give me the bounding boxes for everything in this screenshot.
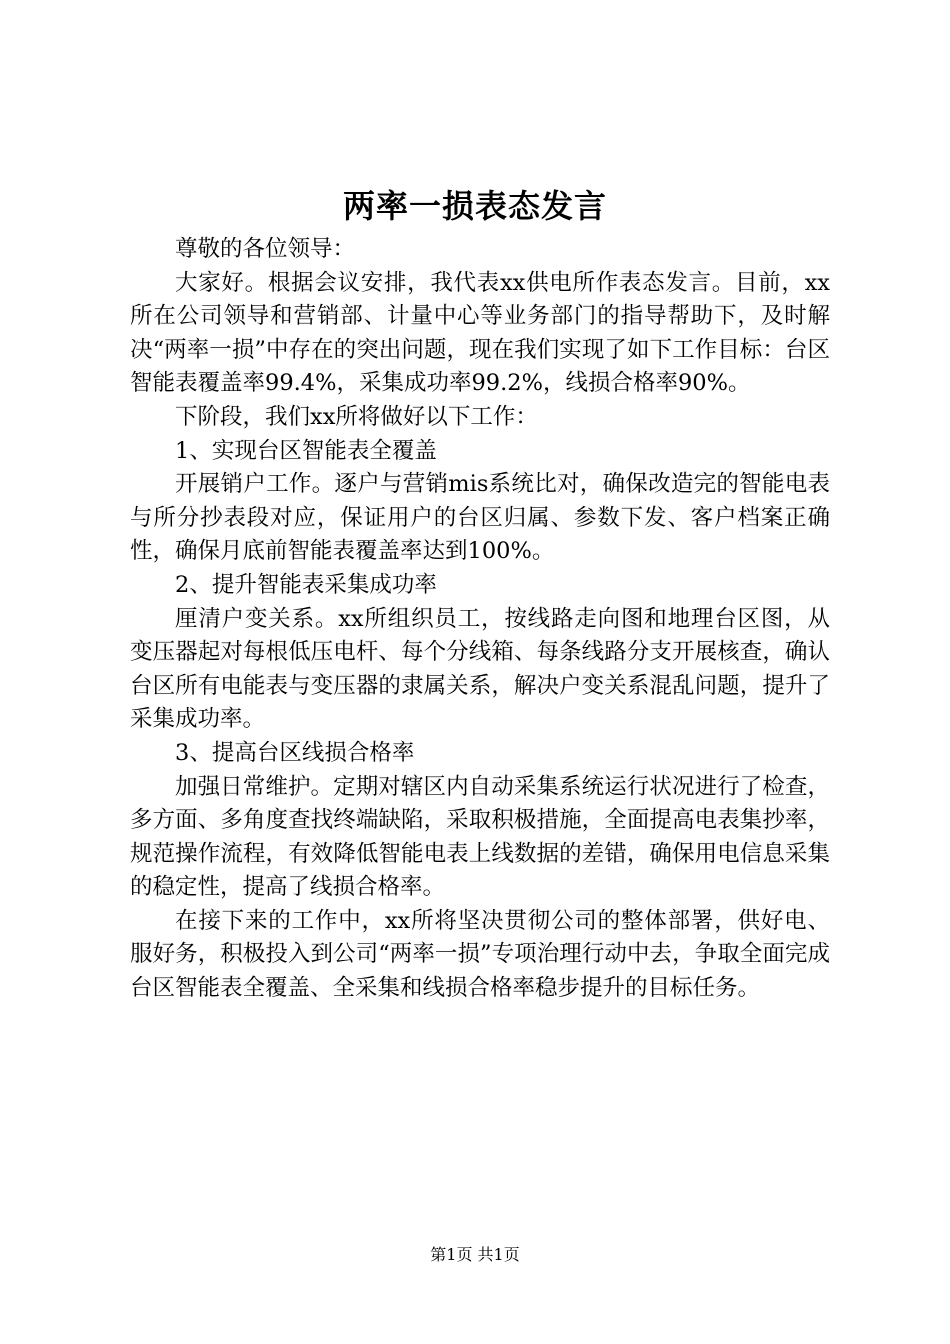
opening-paragraph: 大家好。根据会议安排，我代表xx供电所作表态发言。目前，xx所在公司领导和营销部、计量中心等业务部门的指导帮助下，及时解决“两率一损”中存在的突出问题，现在我们实现了如下工作目标：台区智能表覆盖率99.4%，采集成功率99.2%，线损合格率90%。 bbox=[130, 269, 830, 397]
section-heading-2: 2、提升智能表采集成功率 bbox=[175, 571, 437, 598]
next-stage-paragraph: 下阶段，我们xx所将做好以下工作： bbox=[175, 403, 538, 430]
salutation-paragraph: 尊敬的各位领导： bbox=[175, 236, 356, 262]
section-body-1: 开展销户工作。逐户与营销mis系统比对，确保改造完的智能电表与所分抄表段对应，保证用户的台区归属、参数下发、客户档案正确性，确保月底前智能表覆盖率达到100%。 bbox=[130, 471, 830, 565]
section-heading-1: 1、实现台区智能表全覆盖 bbox=[175, 437, 437, 464]
document-title: 两率一损表态发言 bbox=[342, 187, 607, 225]
closing-paragraph: 在接下来的工作中，xx所将坚决贯彻公司的整体部署，供好电、服好务，积极投入到公司“两率一损”专项治理行动中去，争取全面完成台区智能表全覆盖、全采集和线损合格率稳步提升的目标任务。 bbox=[130, 907, 830, 1002]
section-heading-3: 3、提高台区线损合格率 bbox=[175, 739, 415, 766]
page-footer: 第1页 共1页 bbox=[430, 1245, 520, 1264]
section-body-2: 厘清户变关系。xx所组织员工，按线路走向图和地理台区图，从变压器起对每根低压电杆、每个分线箱、每条线路分支开展核查，确认台区所有电能表与变压器的隶属关系，解决户变关系混乱问题，提升了采集成功率。 bbox=[130, 605, 830, 733]
section-body-3: 加强日常维护。定期对辖区内自动采集系统运行状况进行了检查，多方面、多角度查找终端缺陷，采取积极措施，全面提高电表集抄率，规范操作流程，有效降低智能电表上线数据的差错，确保用电信息采集的稳定性，提高了线损合格率。 bbox=[130, 773, 830, 901]
document-body bbox=[130, 233, 830, 1006]
